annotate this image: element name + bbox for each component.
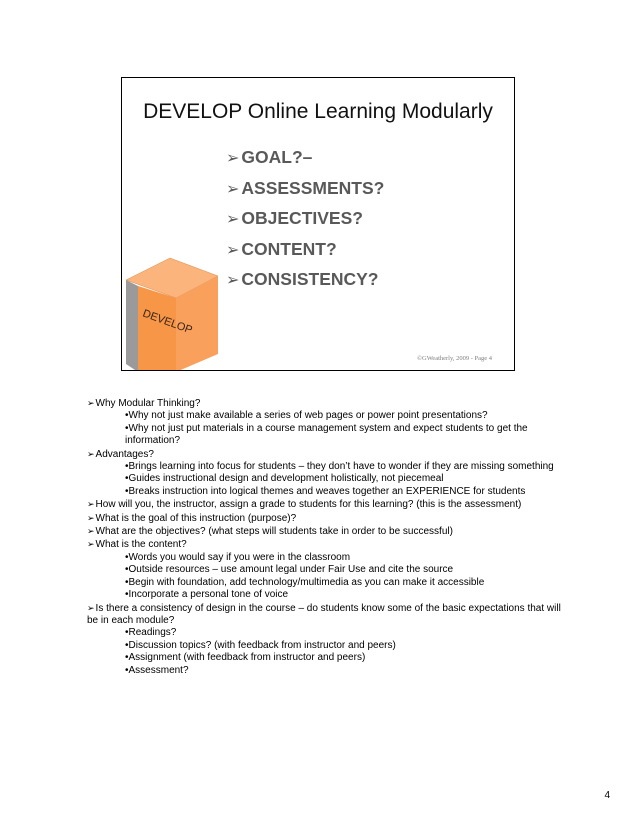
notes-text: What is the content? [95,539,187,551]
notes-item [87,538,567,551]
notes-text: •Guides instructional design and development holistically, not piecemeal [125,473,444,485]
notes-subitem [87,486,567,498]
notes-text: •Discussion topics? (with feedback from instructor and peers) [125,639,396,651]
develop-cube-icon [122,256,222,371]
notes-text: Why Modular Thinking? [95,398,201,409]
notes-item [87,512,567,525]
notes-subitem [87,423,567,448]
arrow-bullet-icon: ➢ [87,526,95,537]
notes-text: •Why not just put materials in a course management system and expect students to get the information? [125,422,528,447]
notes-text: •Begin with foundation, add technology/multimedia as you can make it accessible [125,576,485,588]
slide-bullet-item [226,264,384,295]
notes-item [87,525,567,538]
notes-subitem [87,577,567,589]
notes-text: Advantages? [95,448,154,460]
notes-text: Is there a consistency of design in the course – do students know some of the basic expectations that will be in each module? [87,602,561,626]
notes-text: •Brings learning into focus for students – they don’t have to wonder if they are missing something [125,461,554,473]
arrow-bullet-icon: ➢ [87,539,95,550]
notes-item [87,602,567,628]
slide-bullet-text: OBJECTIVES? [241,208,363,228]
notes-text: •Incorporate a personal tone of voice [125,589,289,601]
slide-bullet-item [226,203,384,234]
arrow-bullet-icon: ➢ [226,241,240,259]
arrow-bullet-icon: ➢ [226,272,240,289]
notes-subitem [87,564,567,576]
notes-subitem [87,461,567,473]
notes-text: •Assignment (with feedback from instructor and peers) [125,652,366,664]
notes-item [87,448,567,461]
notes-subitem [87,589,567,601]
slide-bullet-item [226,142,384,173]
notes-text: •Assessment? [125,664,189,676]
notes-subitem [87,410,567,422]
slide-bullet-text: CONTENT? [241,238,337,259]
slide-bullet-text: GOAL?– [241,147,313,167]
notes-text: How will you, the instructor, assign a grade to students for this learning? (this is the assessment) [95,499,522,511]
arrow-bullet-icon: ➢ [226,180,240,198]
cube-label: DEVELOP [140,307,194,337]
notes-subitem [87,640,567,652]
notes-text: •Why not just make available a series of web pages or power point presentations? [125,410,488,422]
notes-item [87,498,567,511]
notes-text: What are the objectives? (what steps will students take in order to be successful) [95,526,453,538]
slide-thumbnail [121,77,515,371]
slide-bullet-list [226,142,384,295]
slide-bullet-text: CONSISTENCY? [241,269,379,289]
slide-bullet-item [226,173,384,204]
notes-subitem [87,627,567,639]
notes-subitem [87,652,567,664]
slide-copyright: ©GWeatherly, 2009 - Page 4 [417,355,492,362]
notes-subitem [87,552,567,564]
arrow-bullet-icon: ➢ [87,499,95,510]
notes-text: •Readings? [125,627,177,639]
arrow-bullet-icon: ➢ [87,398,95,408]
arrow-bullet-icon: ➢ [87,448,95,459]
slide-bullet-text: ASSESSMENTS? [241,177,385,198]
arrow-bullet-icon: ➢ [226,211,240,228]
speaker-notes [87,397,567,677]
arrow-bullet-icon: ➢ [87,512,95,523]
notes-text: What is the goal of this instruction (purpose)? [95,512,297,524]
notes-subitem [87,665,567,677]
notes-item [87,397,567,410]
notes-text: •Outside resources – use amount legal under Fair Use and cite the source [125,564,454,576]
slide-title: DEVELOP Online Learning Modularly [143,100,493,123]
notes-text: •Words you would say if you were in the classroom [125,551,351,563]
slide-bullet-item [226,234,384,265]
cube-side-face [126,280,138,371]
page-number: 4 [604,790,610,801]
arrow-bullet-icon: ➢ [226,150,240,167]
notes-subitem [87,473,567,485]
arrow-bullet-icon: ➢ [87,602,95,613]
notes-text: •Breaks instruction into logical themes and weaves together an EXPERIENCE for students [125,485,526,497]
